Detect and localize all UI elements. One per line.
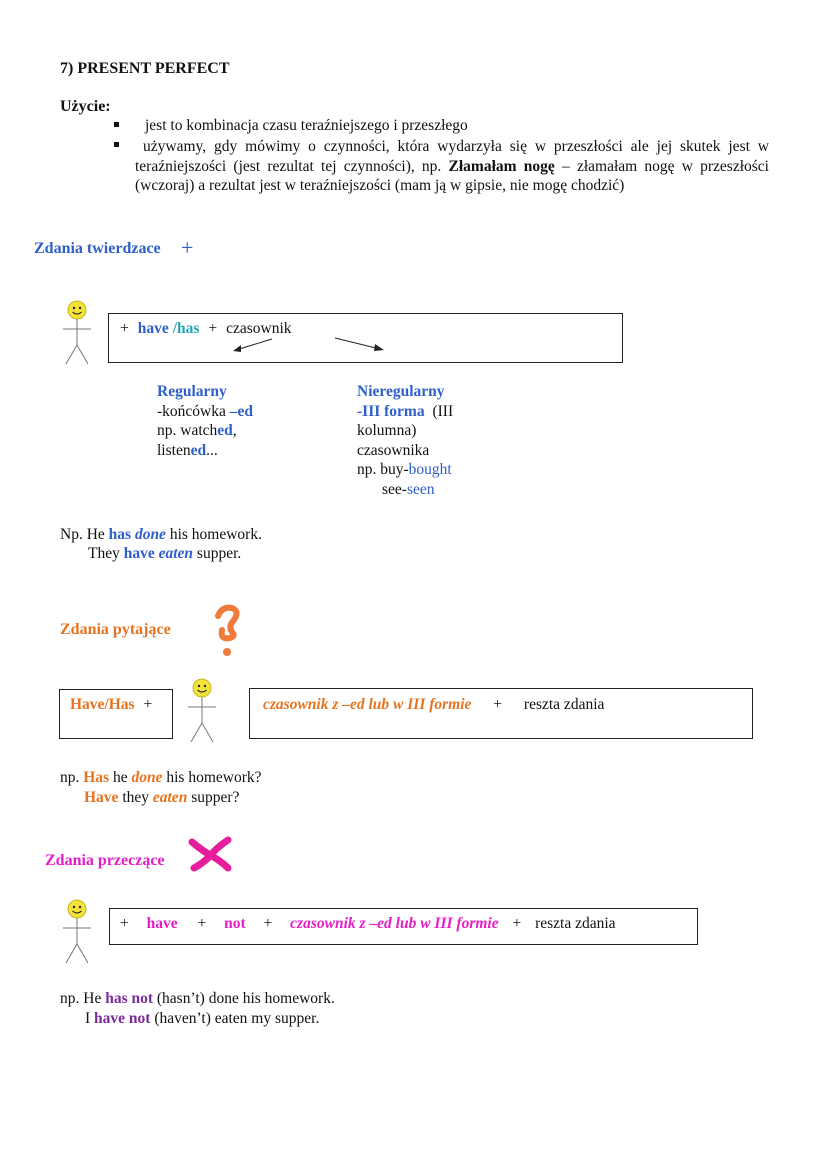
irregular-line-1 [357, 402, 453, 422]
irregular-title: Nieregularny [357, 383, 445, 400]
example-text: np. [60, 769, 80, 786]
example-text: supper. [196, 545, 242, 562]
example-aux: has not [105, 990, 154, 1007]
negative-heading: Zdania przeczące [45, 852, 165, 869]
regular-ending: –ed [229, 402, 253, 420]
regular-line-3 [157, 441, 253, 461]
example-text: Np. He [60, 526, 105, 543]
verb-form: czasownik z –ed lub w III formie [290, 915, 499, 932]
bullet-icon [114, 142, 119, 147]
irregular-text: see- [382, 480, 407, 498]
usage-bullet-2-text-b: – złamałam nogę w przeszłości (wczoraj) a rezultat jest w teraźniejszości (mam ją w gipsie, nie mogę chodzić) [135, 157, 769, 194]
example-verb: eaten [158, 545, 194, 562]
negative-formula [120, 915, 616, 933]
cross-mark-icon [186, 834, 236, 874]
irregular-line-5 [357, 480, 453, 500]
plus-sign: + [493, 696, 503, 713]
plus-sign-icon: + [181, 235, 194, 260]
usage-heading: Użycie: [60, 98, 111, 115]
irregular-text: np. buy- [357, 461, 409, 478]
question-mark-icon [212, 604, 244, 660]
irregular-column [357, 382, 453, 499]
rest-of-sentence: reszta zdania [535, 915, 616, 932]
regular-text: ... [206, 441, 218, 459]
plus-sign: + [143, 696, 153, 713]
have-word: have [137, 320, 169, 337]
regular-title: Regularny [157, 383, 227, 400]
example-verb: done [134, 526, 166, 543]
regular-text: np. watch [157, 422, 218, 439]
stick-figure-icon [60, 898, 96, 968]
example-text: he [112, 769, 128, 786]
example-text: they [122, 789, 149, 806]
plus-sign: + [120, 915, 129, 932]
example-text: (haven’t) eaten my supper. [154, 1010, 320, 1027]
verb-word: czasownik [226, 320, 292, 337]
affirmative-heading: Zdania twierdzace [34, 240, 161, 257]
plus-sign: + [208, 320, 218, 337]
question-example-2 [84, 789, 239, 807]
example-aux: have not [94, 1010, 151, 1027]
regular-text: -końcówka [157, 402, 226, 420]
negative-example-2 [85, 1010, 319, 1028]
not-word: not [224, 915, 246, 932]
example-aux: Have [84, 789, 119, 806]
affirmative-example-1 [60, 526, 262, 544]
bullet-icon [114, 122, 119, 127]
regular-ending: ed [217, 422, 233, 439]
irregular-line-3: czasownika [357, 441, 430, 459]
have-word: have [146, 915, 178, 932]
example-verb: eaten [152, 789, 188, 806]
negative-example-1 [60, 990, 335, 1008]
example-aux: have [123, 545, 155, 562]
example-aux: Has [83, 769, 110, 786]
stick-figure-icon [185, 677, 221, 747]
plus-sign: + [263, 915, 273, 932]
regular-text: , [232, 422, 237, 439]
example-text: I [85, 1010, 91, 1027]
affirmative-example-2 [88, 545, 241, 563]
example-text: his homework? [166, 769, 262, 786]
irregular-form: seen [406, 480, 435, 498]
question-example-1 [60, 769, 262, 787]
usage-bullet-2-bold: Złamałam nogę [448, 157, 555, 175]
has-word: /has [172, 320, 200, 337]
question-formula [263, 696, 604, 714]
usage-bullet-1: jest to kombinacja czasu teraźniejszego i przeszłego [145, 117, 468, 134]
regular-line-1 [157, 402, 253, 422]
irregular-line-2: kolumna) [357, 422, 417, 439]
regular-column [157, 382, 253, 460]
arrow-right-icon [330, 334, 390, 356]
example-verb: done [131, 769, 163, 786]
plus-sign: + [512, 915, 522, 932]
regular-ending: ed [190, 441, 207, 459]
example-text: his homework. [169, 526, 262, 543]
usage-bullet-2-text-a: używamy, gdy mówimy o czynności, która wydarzyła się w przeszłości ale jej skutek jest w teraźniejszości (jest rezultat tej czynności), np. [135, 138, 769, 175]
have-has-word: Have/Has [70, 696, 135, 713]
example-text: They [88, 545, 120, 562]
plus-sign: + [120, 320, 129, 337]
stick-figure-icon [60, 299, 96, 369]
regular-text: listen [157, 441, 191, 459]
plus-sign: + [197, 915, 207, 932]
rest-of-sentence: reszta zdania [523, 696, 605, 713]
question-aux [70, 696, 152, 714]
question-heading: Zdania pytające [60, 621, 171, 638]
example-text: np. He [60, 990, 102, 1007]
regular-line-2 [157, 421, 253, 441]
irregular-form: -III forma [357, 402, 425, 420]
verb-form: czasownik z –ed lub w III formie [263, 696, 472, 713]
usage-bullet-2 [135, 137, 769, 196]
page-title: 7) PRESENT PERFECT [60, 60, 230, 77]
example-text: supper? [191, 789, 240, 806]
example-text: (hasn’t) done his homework. [156, 990, 335, 1007]
irregular-line-4 [357, 460, 453, 480]
irregular-form: bought [408, 461, 452, 478]
example-aux: has [108, 526, 132, 543]
arrow-left-icon [228, 336, 278, 356]
irregular-text: (III [432, 402, 454, 420]
